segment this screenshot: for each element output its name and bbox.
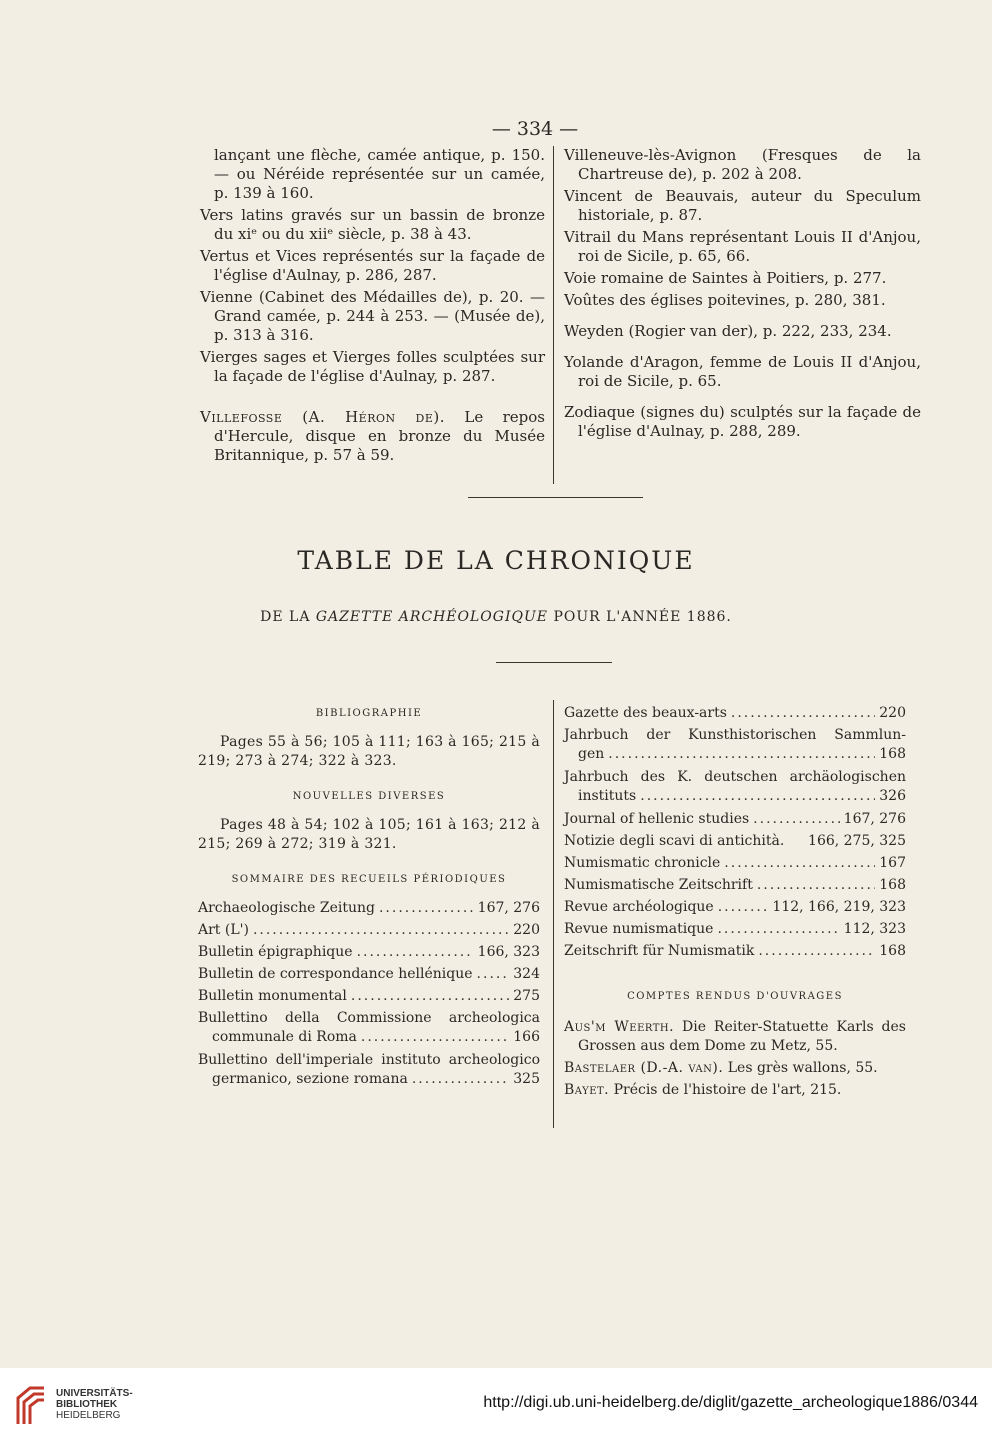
page-number: — 334 —	[491, 118, 579, 140]
heading-nouvelles: NOUVELLES DIVERSES	[292, 791, 446, 802]
library-name	[56, 1388, 133, 1421]
toc-multiline-entry	[564, 726, 906, 764]
subtitle-prefix: DE LA	[260, 609, 316, 625]
toc-label: Bulletin de correspondance hellénique	[198, 966, 473, 982]
column-divider-bottom	[553, 700, 554, 1128]
toc-pages: 112, 166, 219, 323	[772, 899, 906, 915]
toc-first-line: Bullettino dell'imperiale instituto archeologico	[198, 1052, 540, 1068]
nouvelles-pages: Pages 48 à 54; 102 à 105; 161 à 163; 212 à 215; 269 à 272; 319 à 321.	[198, 817, 540, 852]
library-name-line3: HEIDELBERG	[56, 1410, 121, 1421]
toc-label: Numismatic chronicle	[564, 855, 721, 871]
toc-label: Bulletin épigraphique	[198, 944, 353, 960]
toc-label: Bulletin monumental	[198, 988, 347, 1004]
toc-label: gen	[578, 746, 605, 762]
separator-rule	[468, 497, 643, 498]
toc-pages: 168	[879, 746, 906, 762]
toc-row	[564, 876, 906, 895]
index-entry: Weyden (Rogier van der), p. 222, 233, 234.	[564, 322, 892, 340]
toc-first-line: Bullettino della Commissione archeologica	[198, 1010, 540, 1026]
toc-label: Revue archéologique	[564, 899, 714, 915]
toc-row	[564, 704, 906, 723]
author-text: Le repos d'Hercule, disque en bronze du Musée Britannique, p. 57 à 59.	[214, 408, 545, 464]
index-entry: Vierges sages et Vierges folles sculptées sur la façade de l'église d'Aulnay, p. 287.	[200, 348, 545, 385]
index-entry: Vienne (Cabinet des Médailles de), p. 20. — Grand camée, p. 244 à 253. — (Musée de), p. 313 à 316.	[200, 288, 545, 344]
toc-label: Journal of hellenic studies	[564, 811, 750, 827]
review-text: Die Reiter-Statuette Karls des Grossen aus dem Dome zu Metz, 55.	[578, 1019, 906, 1054]
toc-pages: 166, 323	[477, 944, 540, 960]
toc-first-line: Jahrbuch der Kunsthistorischen Sammlun-	[564, 727, 906, 743]
library-footer	[0, 1368, 992, 1445]
toc-pages: 275	[513, 988, 540, 1004]
university-library-logo-icon	[14, 1384, 48, 1428]
section-subtitle	[0, 609, 992, 625]
toc-multiline-entry	[198, 1009, 540, 1047]
column-divider-top	[553, 146, 554, 484]
toc-pages: 324	[513, 966, 540, 982]
toc-row	[564, 745, 906, 764]
toc-label: instituts	[578, 788, 637, 804]
index-entry: Vincent de Beauvais, auteur du Speculum historiale, p. 87.	[564, 187, 921, 224]
toc-first-line: Jahrbuch des K. deutschen archäologischen	[564, 769, 906, 785]
toc-label: Notizie degli scavi di antichità.	[564, 833, 785, 849]
toc-row	[564, 920, 906, 939]
index-entry: Vitrail du Mans représentant Louis II d'Anjou, roi de Sicile, p. 65, 66.	[564, 228, 921, 265]
toc-label: Numismatische Zeitschrift	[564, 877, 753, 893]
toc-row	[198, 1028, 540, 1047]
toc-pages: 112, 323	[843, 921, 906, 937]
author-entry	[200, 408, 545, 465]
toc-pages: 168	[879, 943, 906, 959]
library-name-line1: UNIVERSITÄTS-	[56, 1388, 133, 1399]
index-entry: Vertus et Vices représentés sur la façade de l'église d'Aulnay, p. 286, 287.	[200, 247, 545, 284]
index-entry: Zodiaque (signes du) sculptés sur la façade de l'église d'Aulnay, p. 288, 289.	[564, 403, 921, 440]
review-author: Bastelaer (D.-A. van).	[564, 1060, 724, 1076]
toc-row	[198, 965, 540, 984]
review-entry	[564, 1081, 906, 1100]
heading-bibliographie: BIBLIOGRAPHIE	[315, 708, 423, 719]
toc-pages: 167, 276	[477, 900, 540, 916]
toc-pages: 326	[879, 788, 906, 804]
toc-row	[198, 943, 540, 962]
index-entry: Villeneuve-lès-Avignon (Fresques de la Chartreuse de), p. 202 à 208.	[564, 146, 921, 183]
toc-pages: 166	[513, 1029, 540, 1045]
subtitle-suffix: POUR L'ANNÉE 1886.	[548, 609, 732, 625]
bibliographie-pages: Pages 55 à 56; 105 à 111; 163 à 165; 215 à 219; 273 à 274; 322 à 323.	[198, 734, 540, 769]
index-entry: lançant une flèche, camée antique, p. 150. — ou Néréide représentée sur un camée, p. 139 à 160.	[214, 146, 545, 202]
library-name-line2: BIBLIOTHEK	[56, 1399, 118, 1410]
toc-label: Revue numismatique	[564, 921, 714, 937]
toc-pages: 220	[513, 922, 540, 938]
toc-pages: 325	[513, 1071, 540, 1087]
review-text: Les grès wallons, 55.	[727, 1060, 878, 1076]
index-entry: Voie romaine de Saintes à Poitiers, p. 277.	[564, 269, 887, 287]
chronique-left-column	[198, 704, 540, 1093]
toc-row	[564, 832, 906, 851]
review-author: Aus'm Weerth.	[564, 1019, 675, 1035]
toc-label: Gazette des beaux-arts	[564, 705, 727, 721]
toc-multiline-entry	[564, 768, 906, 806]
toc-label: Archaeologische Zeitung	[198, 900, 375, 916]
heading-comptes-rendus: COMPTES RENDUS D'OUVRAGES	[627, 991, 843, 1002]
toc-pages: 167	[879, 855, 906, 871]
chronique-right-column	[564, 704, 906, 1103]
source-url-link[interactable]: http://digi.ub.uni-heidelberg.de/diglit/gazette_archeologique1886/0344	[483, 1394, 978, 1411]
review-text: Précis de l'histoire de l'art, 215.	[613, 1082, 842, 1098]
toc-pages: 220	[879, 705, 906, 721]
toc-row	[564, 787, 906, 806]
toc-row	[564, 898, 906, 917]
toc-multiline-entry	[198, 1051, 540, 1089]
journal-name: GAZETTE ARCHÉOLOGIQUE	[315, 609, 548, 625]
toc-pages: 168	[879, 877, 906, 893]
toc-row	[564, 810, 906, 829]
index-left-column	[200, 146, 545, 468]
toc-row	[564, 854, 906, 873]
toc-label: germanico, sezione romana	[212, 1071, 408, 1087]
toc-row	[198, 1070, 540, 1089]
toc-row	[198, 899, 540, 918]
index-right-column	[564, 146, 921, 444]
toc-label: Zeitschrift für Numismatik	[564, 943, 755, 959]
review-author: Bayet.	[564, 1082, 610, 1098]
index-entry: Vers latins gravés sur un bassin de bronze du xiᵉ ou du xiiᵉ siècle, p. 38 à 43.	[200, 206, 545, 243]
toc-label: Art (L')	[198, 922, 249, 938]
toc-row	[198, 987, 540, 1006]
toc-pages: 166, 275, 325	[808, 833, 906, 849]
heading-sommaire: SOMMAIRE DES RECUEILS PÉRIODIQUES	[231, 874, 507, 885]
toc-pages: 167, 276	[843, 811, 906, 827]
toc-label: communale di Roma	[212, 1029, 357, 1045]
index-entry: Voûtes des églises poitevines, p. 280, 381.	[564, 291, 886, 309]
author-name: Villefosse (A. Héron de).	[200, 408, 445, 426]
toc-row	[564, 942, 906, 961]
review-entry	[564, 1018, 906, 1056]
review-entry	[564, 1059, 906, 1078]
toc-row	[198, 921, 540, 940]
separator-rule	[496, 662, 612, 663]
index-entry: Yolande d'Aragon, femme de Louis II d'Anjou, roi de Sicile, p. 65.	[564, 353, 921, 390]
section-title: TABLE DE LA CHRONIQUE	[297, 546, 695, 575]
